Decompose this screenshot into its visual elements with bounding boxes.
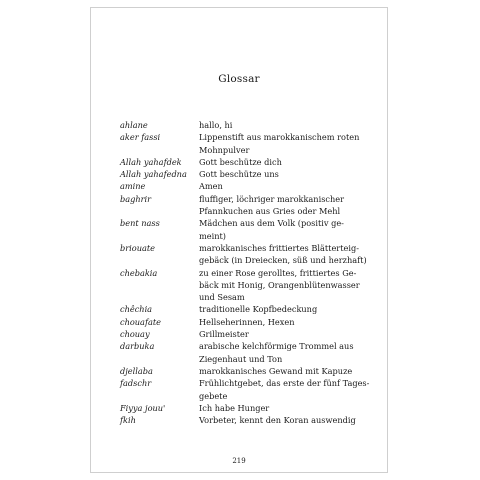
glossary-term: bent nass: [120, 218, 160, 229]
definition-line: fluffiger, löchriger marokkanischer: [199, 193, 345, 204]
glossary-entry: [120, 180, 370, 192]
definition-line: Pfannkuchen aus Gries oder Mehl: [199, 206, 341, 217]
glossary-entry: [120, 414, 370, 426]
definition-line: meint): [199, 230, 226, 241]
glossary-definition: [199, 414, 370, 426]
glossary-definition: [199, 119, 370, 131]
definition-line: Ich habe Hunger: [199, 402, 270, 413]
glossary-term: aker fassi: [120, 132, 161, 143]
definition-line: Grillmeister: [199, 329, 249, 340]
glossary-entry: [120, 217, 370, 242]
definition-line: gebäck (in Dreiecken, süß und herzhaft): [199, 255, 367, 266]
glossary-entry: [120, 340, 370, 365]
glossary-term: fkih: [120, 415, 136, 426]
definition-line: Frühlichtgebet, das erste der fünf Tages-: [199, 378, 370, 389]
glossary-entry: [120, 131, 370, 156]
definition-line: Ziegenhaut und Ton: [199, 353, 283, 364]
glossary-definition: [199, 328, 370, 340]
definition-line: Mädchen aus dem Volk (positiv ge-: [199, 218, 344, 229]
glossary-definition: [199, 316, 370, 328]
glossary-term: fadschr: [120, 378, 152, 389]
definition-line: Hellseherinnen, Hexen: [199, 316, 295, 327]
glossary-definition: [199, 156, 370, 168]
glossary-entry: [120, 119, 370, 131]
glossary-definition: [199, 303, 370, 315]
glossary-entry: [120, 267, 370, 304]
definition-line: marokkanisches frittiertes Blätterteig-: [199, 242, 359, 253]
glossary-term: briouate: [120, 242, 155, 253]
definition-line: Amen: [199, 181, 223, 192]
definition-line: zu einer Rose gerolltes, frittiertes Ge-: [199, 267, 357, 278]
glossary-term: chêchia: [120, 304, 153, 315]
glossary-entry: [120, 168, 370, 180]
book-page: [90, 7, 388, 473]
glossary-entry: [120, 316, 370, 328]
glossary-definition: [199, 267, 370, 304]
page-number: 219: [232, 457, 246, 465]
definition-line: traditionelle Kopfbedeckung: [199, 304, 318, 315]
glossary-definition: [199, 180, 370, 192]
definition-line: marokkanisches Gewand mit Kapuze: [199, 365, 353, 376]
definition-line: Gott beschütze uns: [199, 169, 279, 180]
definition-line: Mohnpulver: [199, 144, 250, 155]
glossary-definition: [199, 217, 370, 242]
definition-line: Vorbeter, kennt den Koran auswendig: [199, 415, 356, 426]
definition-line: und Sesam: [199, 292, 245, 303]
glossary-term: chouay: [120, 329, 150, 340]
glossary-term: Fiyya jouu': [120, 402, 166, 413]
page-title: Glossar: [218, 73, 260, 85]
glossary-definition: [199, 340, 370, 365]
glossary-term: chebakia: [120, 267, 158, 278]
glossary-term: Allah yahafedna: [120, 169, 187, 180]
glossary-entry: [120, 365, 370, 377]
definition-line: gebete: [199, 390, 228, 401]
definition-line: bäck mit Honig, Orangenblütenwasser: [199, 279, 360, 290]
glossary-definition: [199, 377, 370, 402]
glossary-entry: [120, 402, 370, 414]
glossary-entry: [120, 242, 370, 267]
definition-line: hallo, hi: [199, 120, 233, 130]
glossary-definition: [199, 168, 370, 180]
glossary-entry: [120, 193, 370, 218]
glossary-definition: [199, 402, 370, 414]
glossary-term: djellaba: [120, 365, 153, 376]
glossary-term: amine: [120, 181, 146, 192]
definition-line: Lippenstift aus marokkanischem roten: [199, 132, 360, 143]
glossary-term: chouafate: [120, 316, 161, 327]
definition-line: Gott beschütze dich: [199, 156, 282, 167]
glossary-entry: [120, 377, 370, 402]
glossary-term: ahlane: [120, 120, 148, 130]
definition-line: arabische kelchförmige Trommel aus: [199, 341, 354, 352]
glossary-entry: [120, 303, 370, 315]
glossary-term: darbuka: [120, 341, 155, 352]
glossary-definition: [199, 131, 370, 156]
glossary-entry: [120, 328, 370, 340]
glossary-definition: [199, 242, 370, 267]
glossary-term: baghrir: [120, 193, 152, 204]
glossary-list: [120, 119, 370, 426]
glossary-definition: [199, 193, 370, 218]
glossary-term: Allah yahafdek: [120, 156, 182, 167]
glossary-definition: [199, 365, 370, 377]
glossary-entry: [120, 156, 370, 168]
